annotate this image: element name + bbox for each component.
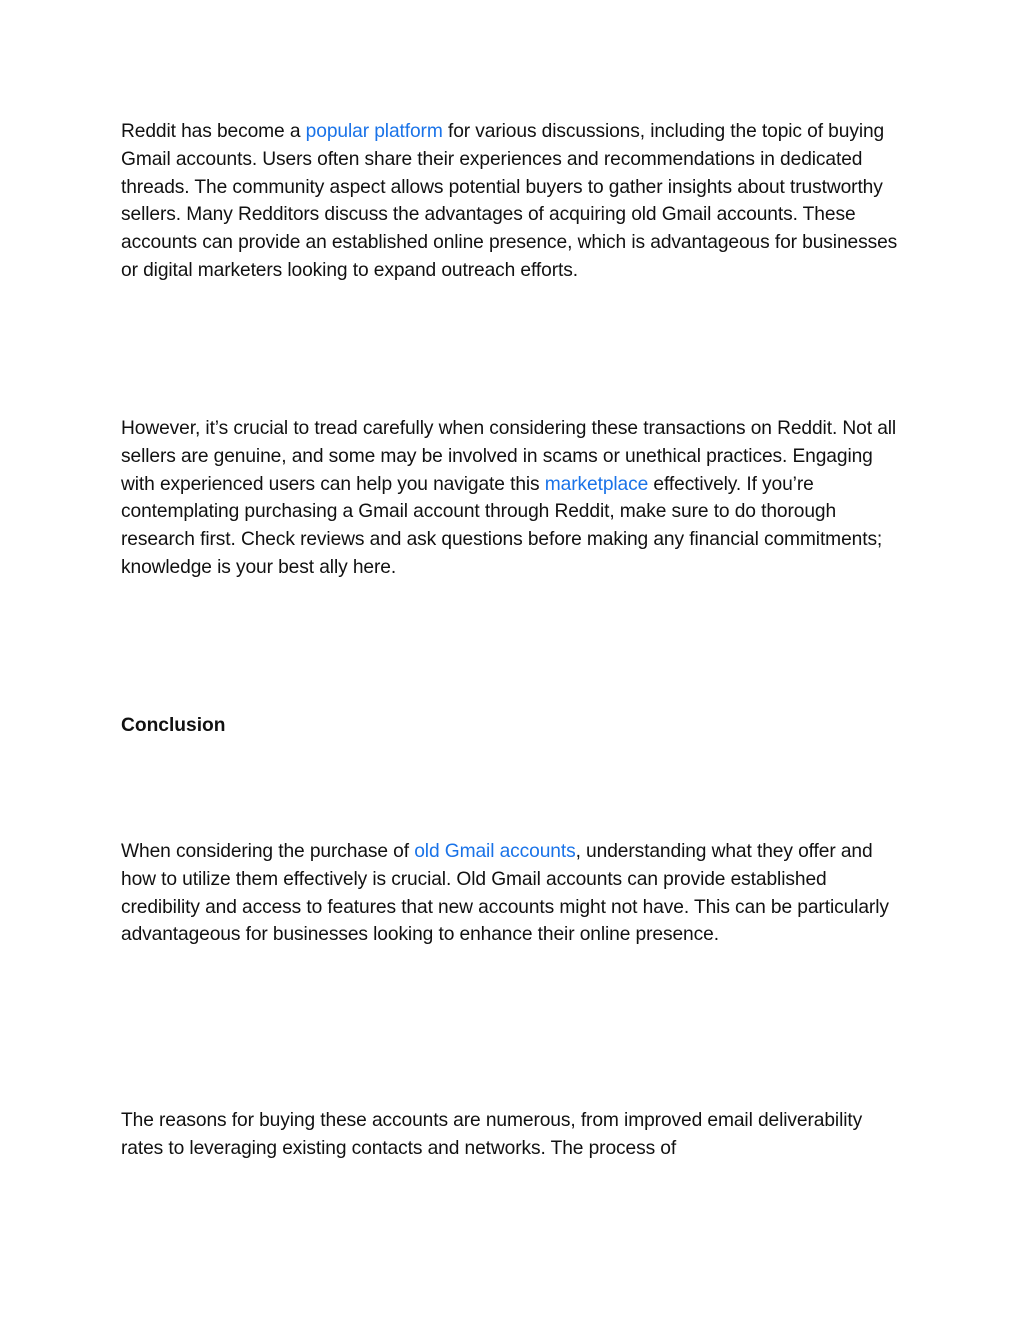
section-heading-conclusion: Conclusion <box>121 715 226 736</box>
marketplace-link[interactable]: marketplace <box>544 473 649 495</box>
paragraph-text: Reddit has become a <box>121 121 306 142</box>
old-gmail-accounts-link[interactable]: old Gmail accounts <box>414 841 576 862</box>
paragraph-reddit-platform <box>121 118 901 285</box>
paragraph-text: However, it’s crucial to tread carefully when considering these transactions on Reddit. Not all sellers are genuine, and some may be involved in scams or unethical practices. Engaging with experienced users can help you navigate this <box>121 418 897 495</box>
popular-platform-link[interactable]: popular platform <box>305 121 443 142</box>
paragraph-caution <box>121 415 901 582</box>
paragraph-text: effectively. If you’re contemplating purchasing a Gmail account through Reddit, make sure to do thorough research first. Check reviews and ask questions before making any financial commitments; knowledge is your best ally here. <box>121 473 883 578</box>
paragraph-reasons: The reasons for buying these accounts are numerous, from improved email deliverability rates to leveraging existing contacts and networks. The process of <box>121 1110 863 1159</box>
paragraph-text: When considering the purchase of <box>121 841 415 862</box>
paragraph-text: for various discussions, including the topic of buying Gmail accounts. Users often share their experiences and recommendations in dedicated threads. The community aspect allows potential buyers to gather insights about trustworthy sellers. Many Redditors discuss the advantages of acquiring old Gmail accounts. These accounts can provide an established online presence, which is advantageous for businesses or digital marketers looking to expand outreach efforts. <box>121 121 898 281</box>
paragraph-text: , understanding what they offer and how to utilize them effectively is crucial. Old Gmail accounts can provide established credibility and access to features that new accounts might not have. This can be particularly advantageous for businesses looking to enhance their online presence. <box>121 841 889 946</box>
paragraph-conclusion <box>121 838 901 949</box>
